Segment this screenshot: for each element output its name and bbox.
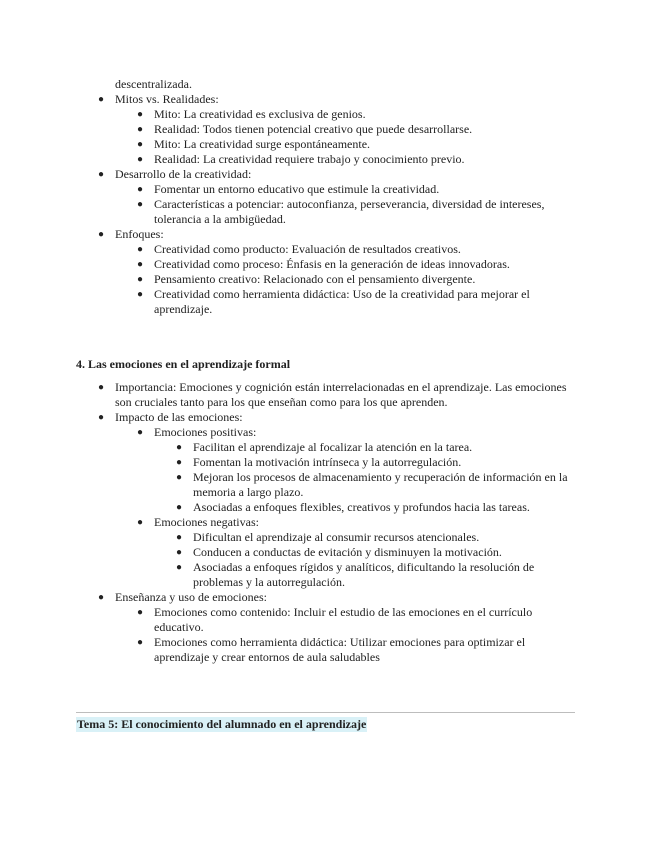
section4-heading: 4. Las emociones en el aprendizaje formal — [76, 357, 291, 371]
list-item-text: Asociadas a enfoques rígidos y analíticos, dificultando la resolución de problemas y la autorregulación. — [193, 560, 535, 589]
bullet-icon: ● — [176, 547, 183, 558]
bullet-icon: ● — [137, 274, 144, 285]
list-item-level2 — [115, 242, 576, 257]
list-item-text: Creatividad como producto: Evaluación de resultados creativos. — [154, 242, 461, 256]
list-item-level1 — [76, 92, 576, 167]
list-item-level2 — [115, 122, 576, 137]
list-item-text: Emociones como contenido: Incluir el estudio de las emociones en el currículo educativo. — [154, 605, 533, 634]
list-item-text: Emociones negativas: — [154, 515, 259, 529]
list-item-level3 — [154, 455, 576, 470]
list-item-level2 — [115, 137, 576, 152]
list-item-level1 — [76, 227, 576, 317]
sub-list — [115, 605, 576, 665]
list-item-level2 — [115, 152, 576, 167]
bullet-icon: ● — [98, 169, 105, 180]
list-item-level2 — [115, 605, 576, 635]
list-item-level1 — [76, 590, 576, 665]
sub-list — [115, 182, 576, 227]
list-item-text: Impacto de las emociones: — [115, 410, 243, 424]
sub-list — [115, 242, 576, 317]
sub-list — [115, 425, 576, 590]
list-item-text: Realidad: La creatividad requiere trabajo y conocimiento previo. — [154, 152, 465, 166]
list-item-level1 — [76, 410, 576, 590]
list-item-text: Importancia: Emociones y cognición están interrelacionadas en el aprendizaje. Las emociones son cruciales tanto para los que enseñan como para los que aprenden. — [115, 380, 567, 409]
list-item-level2 — [115, 182, 576, 197]
bullet-icon: ● — [137, 109, 144, 120]
list-item-level2 — [115, 635, 576, 665]
list-item-level3 — [154, 530, 576, 545]
bullet-icon: ● — [176, 472, 183, 483]
bullet-icon: ● — [176, 457, 183, 468]
section-divider — [76, 712, 575, 713]
list-item-text: Emociones como herramienta didáctica: Utilizar emociones para optimizar el aprendizaje y crear entornos de aula saludables — [154, 635, 526, 664]
bullet-icon: ● — [137, 427, 144, 438]
sub-list — [154, 440, 576, 515]
bullet-icon: ● — [98, 229, 105, 240]
list-item-text: Pensamiento creativo: Relacionado con el pensamiento divergente. — [154, 272, 476, 286]
list-item-level3 — [154, 500, 576, 515]
list-item-level3 — [154, 470, 576, 500]
list-item-text: Realidad: Todos tienen potencial creativo que puede desarrollarse. — [154, 122, 473, 136]
list-item-text: Facilitan el aprendizaje al focalizar la atención en la tarea. — [193, 440, 473, 454]
continued-text: descentralizada. — [115, 77, 192, 91]
list-item-level3 — [154, 440, 576, 455]
list-item-text: Enfoques: — [115, 227, 164, 241]
list-item-text: Mito: La creatividad es exclusiva de genios. — [154, 107, 366, 121]
bullet-icon: ● — [137, 184, 144, 195]
bullet-icon: ● — [176, 562, 183, 573]
list-item-level2 — [115, 257, 576, 272]
bullet-icon: ● — [98, 592, 105, 603]
list-item-level2 — [115, 515, 576, 590]
bullet-icon: ● — [98, 412, 105, 423]
bullet-icon: ● — [137, 289, 144, 300]
sub-list — [154, 530, 576, 590]
list-item-level3 — [154, 560, 576, 590]
list-item-text: Creatividad como herramienta didáctica: Uso de la creatividad para mejorar el aprendizaje. — [154, 287, 530, 316]
list-item-level3 — [154, 545, 576, 560]
tema5-heading: Tema 5: El conocimiento del alumnado en el aprendizaje — [77, 717, 367, 731]
list-item-text: Conducen a conductas de evitación y disminuyen la motivación. — [193, 545, 502, 559]
list-item-text: Mito: La creatividad surge espontáneamente. — [154, 137, 371, 151]
list-item-text: Fomentan la motivación intrínseca y la autorregulación. — [193, 455, 462, 469]
bullet-icon: ● — [98, 94, 105, 105]
bullet-icon: ● — [137, 607, 144, 618]
list-item-text: Características a potenciar: autoconfianza, perseverancia, diversidad de intereses, tolerancia a la ambigüedad. — [154, 197, 545, 226]
bullet-icon: ● — [137, 259, 144, 270]
list-item-level2 — [115, 425, 576, 515]
bullet-icon: ● — [176, 532, 183, 543]
list-item-text: Mitos vs. Realidades: — [115, 92, 219, 106]
list-item-text: Fomentar un entorno educativo que estimule la creatividad. — [154, 182, 440, 196]
bullet-icon: ● — [176, 502, 183, 513]
bullet-icon: ● — [137, 244, 144, 255]
list-item-text: Mejoran los procesos de almacenamiento y recuperación de información en la memoria a largo plazo. — [193, 470, 568, 499]
bullet-icon: ● — [98, 382, 105, 393]
list-item-text: Dificultan el aprendizaje al consumir recursos atencionales. — [193, 530, 480, 544]
list-item-level2 — [115, 197, 576, 227]
bullet-icon: ● — [137, 124, 144, 135]
list-item-text: Desarrollo de la creatividad: — [115, 167, 252, 181]
list-item-level2 — [115, 287, 576, 317]
list-item-level1 — [76, 380, 576, 410]
list-item-text: Creatividad como proceso: Énfasis en la generación de ideas innovadoras. — [154, 257, 510, 271]
bullet-icon: ● — [137, 139, 144, 150]
section4-list — [76, 380, 576, 665]
section3-list — [76, 92, 576, 317]
list-item-text: Asociadas a enfoques flexibles, creativos y profundos hacia las tareas. — [193, 500, 530, 514]
list-item-level2 — [115, 272, 576, 287]
list-item-level1 — [76, 167, 576, 227]
bullet-icon: ● — [137, 637, 144, 648]
sub-list — [115, 107, 576, 167]
list-item-level2 — [115, 107, 576, 122]
list-item-text: Enseñanza y uso de emociones: — [115, 590, 267, 604]
list-item-text: Emociones positivas: — [154, 425, 257, 439]
bullet-icon: ● — [137, 154, 144, 165]
bullet-icon: ● — [137, 199, 144, 210]
bullet-icon: ● — [137, 517, 144, 528]
bullet-icon: ● — [176, 442, 183, 453]
